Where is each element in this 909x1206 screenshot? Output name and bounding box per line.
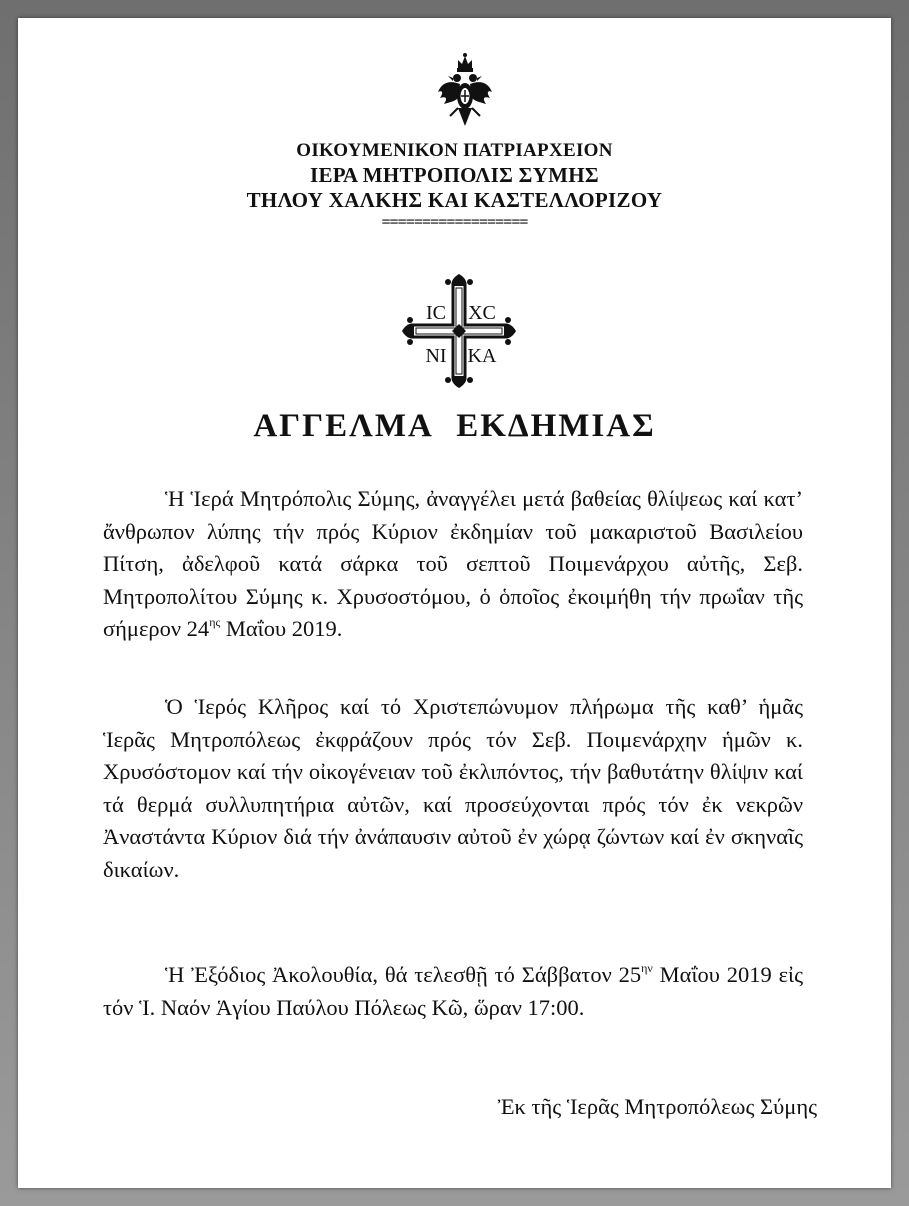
header-islands: ΤΗΛΟΥ ΧΑΛΚΗΣ ΚΑΙ ΚΑΣΤΕΛΛΟΡΙΖΟΥ [246, 188, 663, 212]
paragraph-3-text: Ἡ Ἐξόδιος Ἀκολουθία, θά τελεσθῇ τό Σάββατον 25 [165, 962, 642, 987]
header-divider: ================== [381, 214, 528, 231]
paragraph-1-tail: Μαΐου 2019. [220, 616, 343, 641]
cross-label-ni: NI [425, 345, 447, 367]
paragraph-1-ordinal: ης [209, 615, 221, 629]
paragraph-funeral [103, 959, 803, 1024]
announcement-title: ΑΓΓΕΛΜΑ ΕΚΔΗΜΙΑΣ [253, 408, 656, 444]
paragraph-1-text: Ἡ Ἱερά Μητρόπολις Σύμης, ἀναγγέλει μετά βαθείας θλίψεως καί κατ’ ἄνθρωπον λύπης τήν πρός Κύριον ἐκδημίαν τοῦ μακαριστοῦ Βασιλείου Πίτση, ἀδελφοῦ κατά σάρκα τοῦ σεπτοῦ Ποιμενάρχου αὐτῆς, Σεβ. Μητροπολίτου Σύμης κ. Χρυσοστόμου, ὁ ὁποῖος ἐκοιμήθη τήν πρωΐαν τῆς σήμερον 24 [103, 486, 803, 641]
cross-label-ka: KA [467, 345, 497, 367]
double-headed-eagle-icon [436, 52, 494, 132]
paragraph-3-tail: Μαΐου 2019 εἰς τόν Ἱ. Ναόν Ἁγίου Παύλου Πόλεως Κῶ, ὥραν 17:00. [103, 962, 803, 1020]
paragraph-2-text: Ὁ Ἱερός Κλῆρος καί τό Χριστεπώνυμον πλήρωμα τῆς καθ’ ἡμᾶς Ἱερᾶς Μητροπόλεως ἐκφράζουν πρός τόν Σεβ. Ποιμενάρχην ἡμῶν κ. Χρυσόστομον καί τήν οἰκογένειαν τοῦ ἐκλιπόντος, τήν βαθυτάτην θλίψιν καί τά θερμά συλλυπητήρια αὐτῶν, καί προσεύχονται πρός τόν ἐκ νεκρῶν Ἀναστάντα Κύριον διά τήν ἀνάπαυσιν αὐτοῦ ἐν χώρᾳ ζώντων καί ἐν σκηναῖς δικαίων. [103, 694, 803, 882]
cross-label-ic: IC [426, 302, 446, 324]
signature: Ἐκ τῆς Ἱερᾶς Μητροπόλεως Σύμης [497, 1094, 817, 1119]
ic-xc-nika-cross-icon [402, 274, 516, 388]
header-metropolis: ΙΕΡΑ ΜΗΤΡΟΠΟΛΙΣ ΣΥΜΗΣ [310, 163, 599, 187]
cross-label-xc: XC [468, 302, 496, 324]
paragraph-announcement [103, 483, 803, 646]
header-patriarchate: ΟΙΚΟΥΜΕΝΙΚΟΝ ΠΑΤΡΙΑΡΧΕΙΟΝ [296, 140, 613, 161]
paragraph-3-ordinal: ην [641, 961, 653, 975]
paragraph-condolences [103, 691, 803, 886]
